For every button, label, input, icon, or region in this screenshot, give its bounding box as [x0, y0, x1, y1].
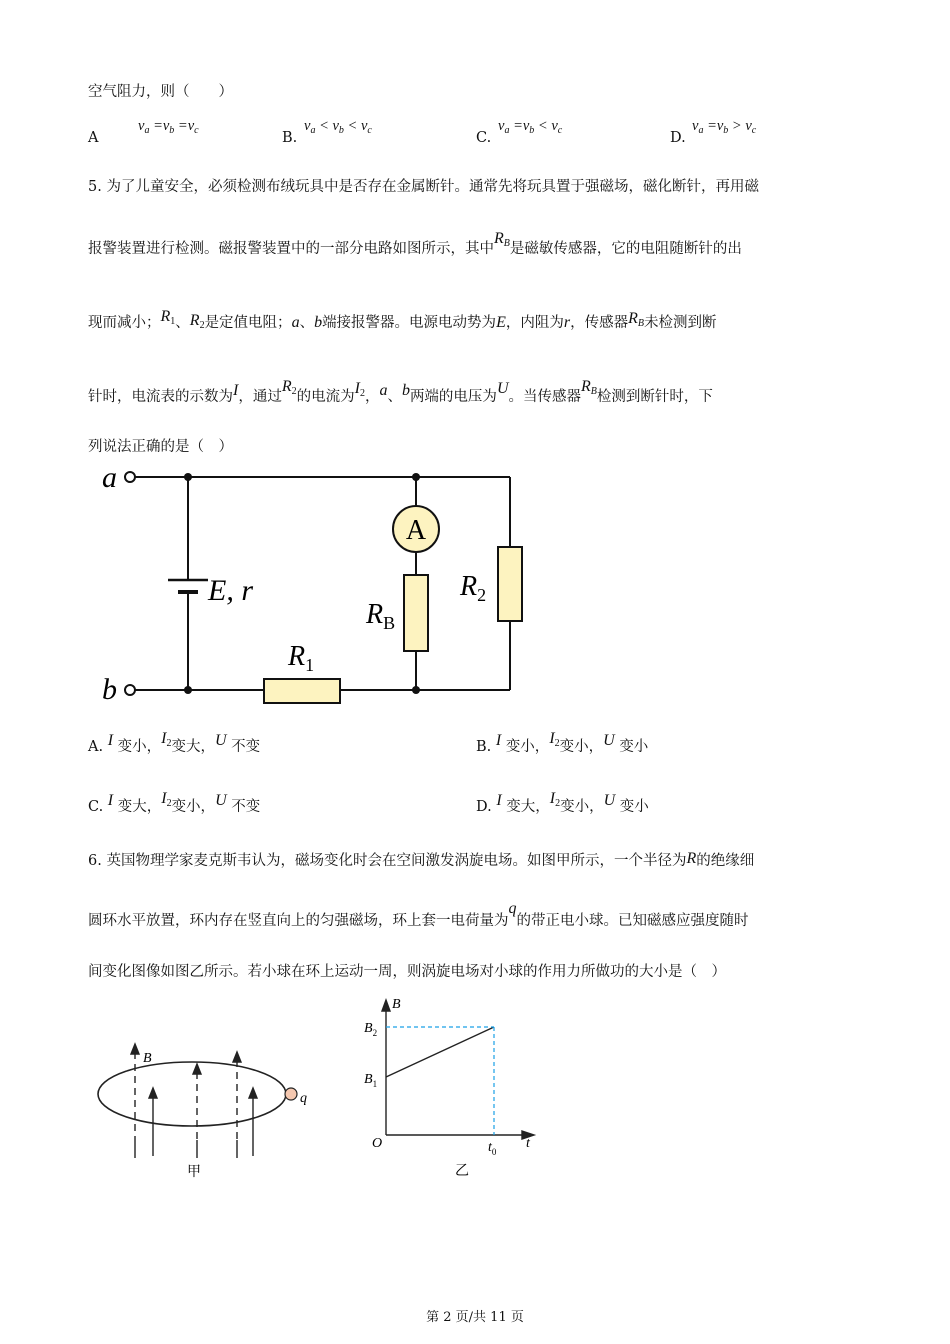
page-footer: 第 2 页/共 11 页: [426, 1310, 524, 1325]
q4-option-a-expr: $v_a =v_b =v_c$: [138, 118, 199, 136]
q4-option-d: D.: [670, 130, 686, 146]
terminal-b: [125, 685, 135, 695]
q4-option-c: C.: [476, 130, 492, 146]
resistor-r2: [498, 547, 522, 621]
r2-label: $R_2$: [460, 571, 487, 605]
origin-label: O: [372, 1136, 383, 1151]
q5-line-5: 列说法正确的是（ ）: [88, 439, 233, 455]
b-t-line: [386, 1027, 494, 1077]
q5-option-d: D. I 变大，$I_2$变小，U 变小: [476, 790, 649, 815]
junction-dot: [184, 686, 192, 694]
q4-option-d-expr: $v_a =v_b > v_c$: [692, 118, 757, 136]
q6-line-1: 6. 英国物理学家麦克斯韦认为，磁场变化时会在空间激发涡旋电场。如图甲所示，一个半径为R的绝缘细: [88, 850, 755, 869]
t0-label: $t_0$: [488, 1140, 497, 1157]
jia-q-label: q: [300, 1091, 307, 1106]
jia-caption: 甲: [187, 1165, 201, 1180]
charged-ball: [285, 1088, 297, 1100]
q5-line-2: 报警装置进行检测。磁报警装置中的一部分电路如图所示，其中RB是磁敏传感器，它的电阻随断针的出: [88, 230, 742, 257]
y-axis-label: B: [392, 997, 401, 1012]
q5-line-4: 针时，电流表的示数为I，通过$R_2$的电流为$I_2$，a、b两端的电压为U。当传感器RB检测到断针时，下: [88, 378, 713, 405]
q6-line-3: 间变化图像如图乙所示。若小球在环上运动一周，则涡旋电场对小球的作用力所做功的大小是（ ）: [88, 964, 726, 980]
r1-label: $R_1$: [288, 641, 315, 675]
terminal-a: [125, 472, 135, 482]
resistor-rb: [404, 575, 428, 651]
figure-jia: [95, 1040, 325, 1180]
yi-caption: 乙: [455, 1164, 469, 1179]
q6-line-2: 圆环水平放置，环内存在竖直向上的匀强磁场，环上套一电荷量为q的带正电小球。已知磁感应强度随时: [88, 900, 749, 929]
figure-yi: [350, 995, 550, 1180]
q4-option-a: A: [88, 130, 99, 146]
junction-dot: [412, 686, 420, 694]
b2-label: $B_2$: [364, 1021, 378, 1038]
q4-option-b: B.: [282, 130, 298, 146]
resistor-r1: [264, 679, 340, 703]
q5-line-1: 5. 为了儿童安全，必须检测布绒玩具中是否存在金属断针。通常先将玩具置于强磁场，磁化断针，再用磁: [88, 179, 759, 195]
ammeter-label: A: [405, 515, 427, 546]
q5-option-b: B. I 变小，$I_2$变小，U 变小: [476, 730, 649, 755]
arrow-head: [131, 1044, 139, 1054]
q5-line-3: 现而减小；$R_1$、$R_2$是定值电阻；a、b端接报警器。电源电动势为E，内阻为r，传感器RB未检测到断: [88, 308, 717, 331]
terminal-b-label: b: [102, 673, 117, 706]
q5-option-c: C. I 变大，$I_2$变小，U 不变: [88, 790, 261, 815]
question-continuation: 空气阻力，则（ ）: [88, 84, 233, 100]
insulating-ring: [98, 1062, 286, 1126]
q4-option-c-expr: $v_a =v_b < v_c$: [498, 118, 563, 136]
source-label: E, r: [208, 574, 253, 607]
rb-label: $R_B$: [366, 599, 396, 633]
junction-dot: [412, 473, 420, 481]
terminal-a-label: a: [102, 461, 117, 494]
b1-label: $B_1$: [364, 1072, 378, 1089]
x-axis-label: t: [526, 1136, 530, 1151]
circuit-diagram: [90, 455, 540, 715]
q5-option-a: A. I 变小，$I_2$变大，U 不变: [88, 730, 261, 755]
q4-option-b-expr: $v_a < v_b < v_c$: [304, 118, 372, 136]
jia-b-label: B: [143, 1051, 152, 1066]
junction-dot: [184, 473, 192, 481]
